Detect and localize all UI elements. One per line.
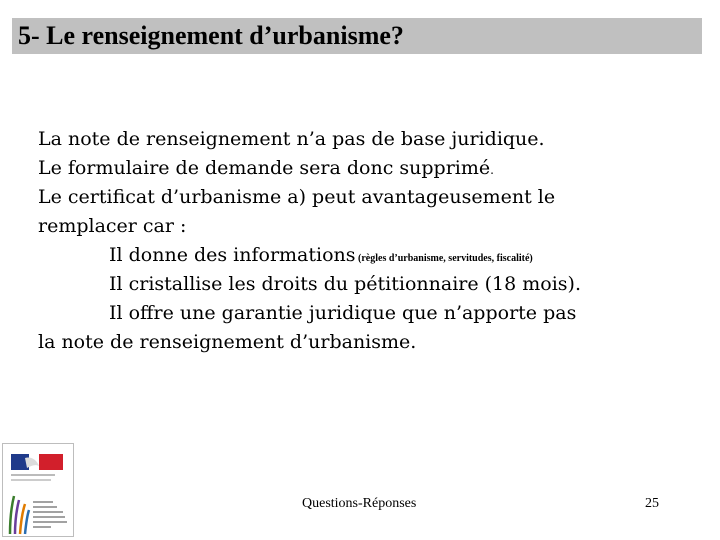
body-line-4: remplacer car : — [38, 215, 187, 237]
point-1-detail: (règles d’urbanisme, servitudes, fiscalité) — [355, 253, 533, 264]
body-line-2-text: Le formulaire de demande sera donc supprimé — [38, 157, 491, 179]
body-line-1: La note de renseignement n’a pas de base juridique. — [38, 128, 545, 150]
title-bar — [12, 18, 702, 54]
point-3: Il offre une garantie juridique que n’apporte pas — [109, 302, 577, 324]
page-number: 25 — [645, 496, 659, 511]
slide-title: 5- Le renseignement d’urbanisme? — [18, 21, 404, 50]
ministry-logo — [2, 443, 74, 537]
body-line-2 — [38, 154, 678, 183]
point-2: Il cristallise les droits du pétitionnaire (18 mois). — [109, 273, 582, 295]
footer-label: Questions-Réponses — [302, 496, 417, 511]
ministry-logo-icon — [3, 444, 73, 536]
slide-body — [38, 125, 678, 357]
body-line-2-period: . — [490, 163, 494, 177]
closing-line: la note de renseignement d’urbanisme. — [38, 331, 417, 353]
point-1 — [38, 241, 678, 270]
point-1-text: Il donne des informations — [109, 244, 356, 266]
body-line-3: Le certificat d’urbanisme a) peut avantageusement le — [38, 186, 556, 208]
